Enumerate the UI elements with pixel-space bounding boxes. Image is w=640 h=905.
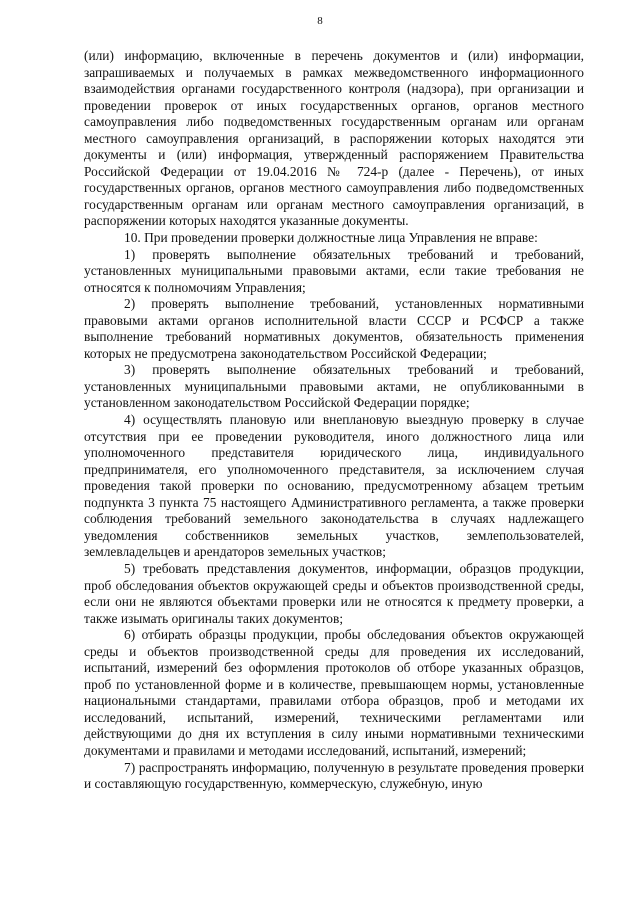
paragraph-clause-10: 10. При проведении проверки должностные лица Управления не вправе:: [124, 230, 538, 246]
paragraph-item-5: 5) требовать представления документов, информации, образцов продукции, проб обследования объектов окружающей среды и объектов производственной среды, если они не являются объектами проверки или не относятся к предмету проверки, а также изымать оригиналы таких документов;: [84, 560, 584, 626]
paragraph-item-4: 4) осуществлять плановую или внеплановую выездную проверку в случае отсутствия при ее проведении руководителя, иного должностного лица или уполномоченного представителя юридического лица, индивидуального предпринимателя, его уполномоченного представителя, за исключением случая проведения такой проверки по основанию, предусмотренному абзацем третьим подпункта 3 пункта 75 настоящего Административного регламента, а также проверки соблюдения требований земельного законодательства в случаях надлежащего уведомления собственников земельных участков, землепользователей, землевладельцев и арендаторов земельных участков;: [84, 412, 584, 560]
paragraph-continuation: (или) информацию, включенные в перечень документов и (или) информации, запрашиваемых и получаемых в рамках межведомственного информационного взаимодействия органами государственного контроля (надзора), при организации и проведении проверок от иных государственных органов, органов местного самоуправления либо подведомственных государственным органам или органам местного самоуправления организаций, в распоряжении которых находятся эти документы и (или) информация, утвержденный распоряжением Правительства Российской Федерации от 19.04.2016 № 724-р (далее - Перечень), от иных государственных органов, органов местного самоуправления либо подведомственных государственным органам или органам местного самоуправления организаций, в распоряжении которых находятся указанные документы.: [84, 48, 584, 229]
paragraph-item-1: 1) проверять выполнение обязательных требований и требований, установленных муниципальными правовыми актами, если такие требования не относятся к полномочиям Управления;: [84, 246, 584, 295]
page-number: 8: [317, 15, 323, 27]
document-body: [84, 48, 584, 793]
paragraph-item-3: 3) проверять выполнение обязательных требований и требований, установленных муниципальными правовыми актами, не опубликованными в установленном законодательством Российской Федерации порядке;: [84, 362, 584, 411]
paragraph-item-2: 2) проверять выполнение требований, установленных нормативными правовыми актами органов исполнительной власти СССР и РСФСР а также выполнение требований нормативных документов, обязательность применения которых не предусмотрена законодательством Российской Федерации;: [84, 296, 584, 361]
paragraph-item-7: 7) распространять информацию, полученную в результате проведения проверки и составляющую государственную, коммерческую, служебную, иную: [84, 759, 584, 792]
paragraph-item-6: 6) отбирать образцы продукции, пробы обследования объектов окружающей среды и объектов производственной среды для проведения их исследований, испытаний, измерений без оформления протоколов об отборе указанных образцов, проб по установленной форме и в количестве, превышающем нормы, установленные национальными стандартами, правилами отбора образцов, проб и методами их исследований, испытаний, измерений, техническими регламентами или действующими до дня их вступления в силу иными нормативными техническими документами и правилами и методами исследований, испытаний, измерений;: [84, 627, 584, 758]
